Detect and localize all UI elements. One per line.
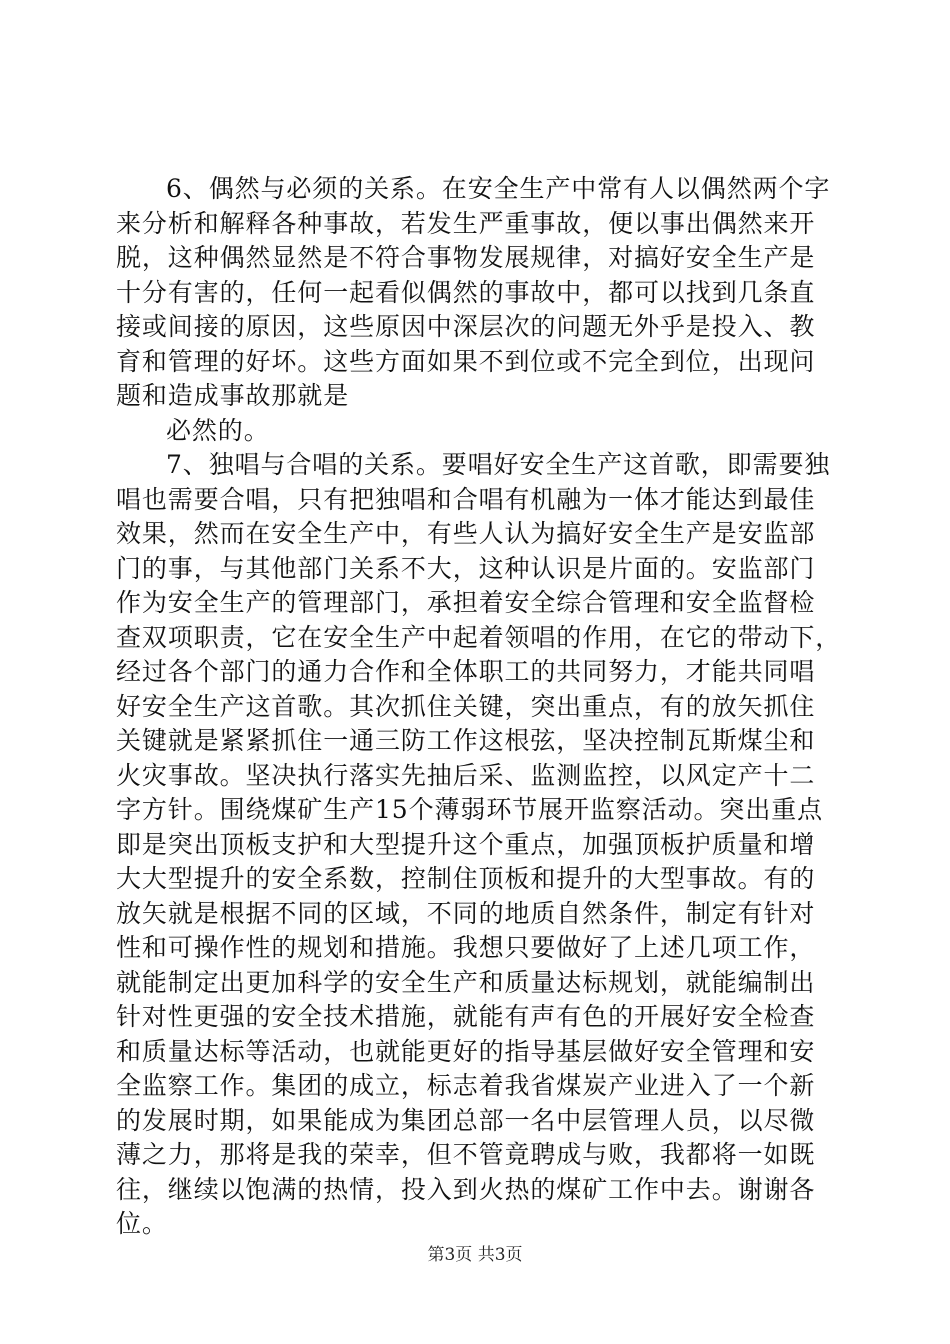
text-line: 来分析和解释各种事故，若发生严重事故，便以事出偶然来开 <box>116 208 816 238</box>
text-line: 放矢就是根据不同的区域，不同的地质自然条件，制定有针对 <box>116 898 816 928</box>
text-line: 门的事，与其他部门关系不大，这种认识是片面的。安监部门 <box>116 553 816 583</box>
text-line: 全监察工作。集团的成立，标志着我省煤炭产业进入了一个新 <box>116 1071 816 1100</box>
text-line: 7、独唱与合唱的关系。要唱好安全生产这首歌，即需要独 <box>166 450 831 479</box>
text-line: 作为安全生产的管理部门，承担着安全综合管理和安全监督检 <box>116 588 816 617</box>
text-line: 往，继续以饱满的热情，投入到火热的煤矿工作中去。谢谢各 <box>116 1174 816 1204</box>
page-footer <box>0 1240 950 1265</box>
text-line: 关键就是紧紧抓住一通三防工作这根弦，坚决控制瓦斯煤尘和 <box>116 726 816 755</box>
text-line: 字方针。围绕煤矿生产15个薄弱环节展开监察活动。突出重点 <box>116 795 824 824</box>
text-line: 性和可操作性的规划和措施。我想只要做好了上述几项工作， <box>116 933 816 962</box>
text-line: 和质量达标等活动，也就能更好的指导基层做好安全管理和安 <box>116 1036 816 1066</box>
text-line: 薄之力，那将是我的荣幸，但不管竟聘成与败，我都将一如既 <box>116 1140 816 1169</box>
text-line: 题和造成事故那就是 <box>116 381 350 410</box>
text-line: 脱，这种偶然显然是不符合事物发展规律，对搞好安全生产是 <box>116 243 816 272</box>
text-line: 接或间接的原因，这些原因中深层次的问题无外乎是投入、教 <box>116 312 816 341</box>
text-line: 必然的。 <box>166 415 270 445</box>
text-line: 位。 <box>116 1209 168 1238</box>
text-line: 唱也需要合唱，只有把独唱和合唱有机融为一体才能达到最佳 <box>116 484 816 514</box>
text-line: 效果，然而在安全生产中，有些人认为搞好安全生产是安监部 <box>116 519 816 548</box>
text-line: 大大型提升的安全系数，控制住顶板和提升的大型事故。有的 <box>116 864 816 893</box>
text-line: 经过各个部门的通力合作和全体职工的共同努力，才能共同唱 <box>116 657 816 686</box>
text-line: 就能制定出更加科学的安全生产和质量达标规划，就能编制出 <box>116 967 816 997</box>
text-line: 育和管理的好坏。这些方面如果不到位或不完全到位，出现问 <box>116 346 816 376</box>
text-line: 的发展时期，如果能成为集团总部一名中层管理人员，以尽微 <box>116 1105 816 1135</box>
text-line: 针对性更强的安全技术措施，就能有声有色的开展好安全检查 <box>116 1002 816 1031</box>
document-body <box>116 172 842 1242</box>
text-line: 即是突出顶板支护和大型提升这个重点，加强顶板护质量和增 <box>116 829 816 859</box>
text-line: 十分有害的，任何一起看似偶然的事故中，都可以找到几条直 <box>116 277 816 307</box>
text-line: 火灾事故。坚决执行落实先抽后采、监测监控，以风定产十二 <box>116 760 816 790</box>
page-number-label: 第3页 共3页 <box>427 1245 523 1265</box>
text-line: 查双项职责，它在安全生产中起着领唱的作用，在它的带动下， <box>116 622 842 652</box>
text-line: 6、偶然与必须的关系。在安全生产中常有人以偶然两个字 <box>166 174 831 203</box>
text-line: 好安全生产这首歌。其次抓住关键，突出重点，有的放矢抓住 <box>116 691 816 721</box>
